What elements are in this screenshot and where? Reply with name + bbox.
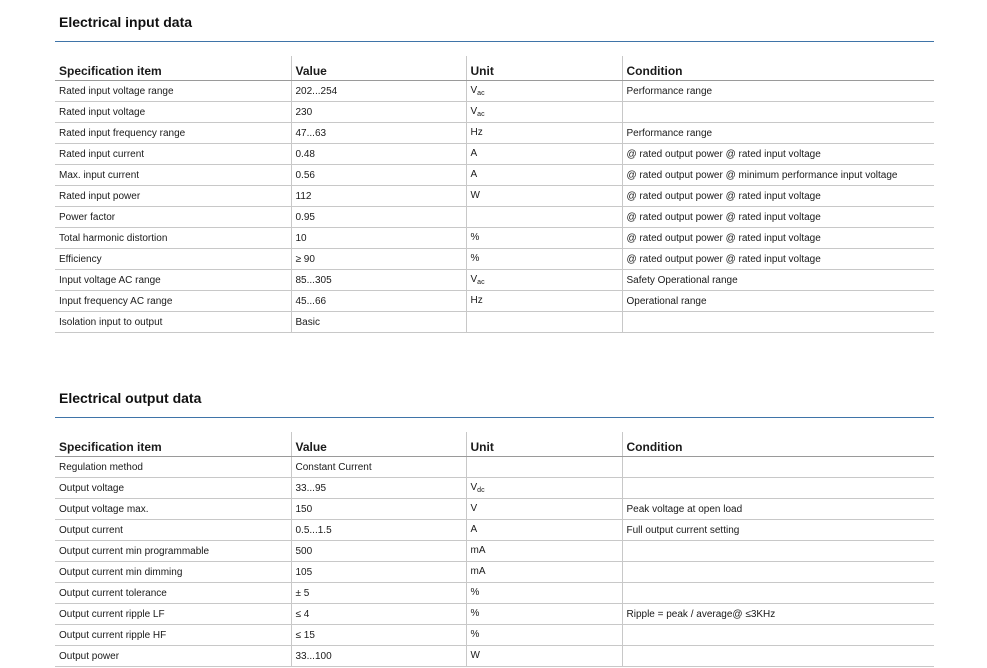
value-cell: 105: [291, 562, 466, 583]
value-cell: 47...63: [291, 123, 466, 144]
value-cell: 0.5...1.5: [291, 520, 466, 541]
value-cell: ≥ 90: [291, 249, 466, 270]
condition-cell: @ rated output power @ rated input voltage: [622, 186, 934, 207]
header-specification-item: Specification item: [55, 432, 291, 457]
value-cell: Basic: [291, 312, 466, 333]
electrical-input-section: [55, 0, 934, 333]
value-cell: 85...305: [291, 270, 466, 291]
unit-symbol: A: [470, 169, 478, 180]
condition-cell: Safety Operational range: [622, 270, 934, 291]
electrical-output-table: [55, 432, 934, 667]
spec-item-cell: Rated input frequency range: [55, 123, 291, 144]
condition-cell: [622, 457, 934, 478]
unit-symbol: V: [470, 274, 478, 285]
table-header-row: [55, 432, 934, 457]
spec-item-cell: Output voltage max.: [55, 499, 291, 520]
condition-cell: @ rated output power @ rated input voltage: [622, 207, 934, 228]
unit-cell: [466, 604, 622, 625]
value-cell: 150: [291, 499, 466, 520]
unit-subscript: dc: [477, 487, 485, 494]
unit-cell: [466, 123, 622, 144]
unit-cell: [466, 249, 622, 270]
value-cell: 112: [291, 186, 466, 207]
header-value: Value: [291, 56, 466, 81]
unit-symbol: A: [470, 148, 478, 159]
condition-cell: [622, 102, 934, 123]
unit-symbol: mA: [470, 566, 486, 577]
condition-cell: [622, 478, 934, 499]
spec-item-cell: Efficiency: [55, 249, 291, 270]
condition-cell: Performance range: [622, 81, 934, 102]
unit-cell: [466, 541, 622, 562]
table-row: [55, 249, 934, 270]
header-unit: Unit: [466, 56, 622, 81]
table-row: [55, 123, 934, 144]
value-cell: 33...100: [291, 646, 466, 667]
unit-cell: [466, 270, 622, 291]
value-cell: ± 5: [291, 583, 466, 604]
table-row: [55, 646, 934, 667]
unit-cell: [466, 457, 622, 478]
unit-symbol: %: [470, 629, 480, 640]
unit-cell: [466, 583, 622, 604]
unit-cell: [466, 478, 622, 499]
condition-cell: [622, 541, 934, 562]
condition-cell: @ rated output power @ rated input voltage: [622, 228, 934, 249]
spec-item-cell: Output power: [55, 646, 291, 667]
spec-item-cell: Output current: [55, 520, 291, 541]
unit-cell: [466, 312, 622, 333]
header-condition: Condition: [622, 56, 934, 81]
unit-symbol: A: [470, 524, 478, 535]
unit-subscript: ac: [477, 111, 485, 118]
table-row: [55, 604, 934, 625]
table-row: [55, 81, 934, 102]
unit-symbol: %: [470, 608, 480, 619]
value-cell: 33...95: [291, 478, 466, 499]
table-row: [55, 102, 934, 123]
section-title: Electrical output data: [55, 376, 934, 418]
unit-symbol: V: [470, 85, 478, 96]
electrical-input-table: [55, 56, 934, 333]
spec-item-cell: Total harmonic distortion: [55, 228, 291, 249]
header-value: Value: [291, 432, 466, 457]
table-row: [55, 270, 934, 291]
condition-cell: [622, 562, 934, 583]
value-cell: 45...66: [291, 291, 466, 312]
table-row: [55, 562, 934, 583]
value-cell: 0.95: [291, 207, 466, 228]
table-row: [55, 312, 934, 333]
value-cell: 202...254: [291, 81, 466, 102]
condition-cell: @ rated output power @ rated input voltage: [622, 249, 934, 270]
unit-symbol: V: [470, 106, 478, 117]
table-row: [55, 541, 934, 562]
unit-symbol: mA: [470, 545, 486, 556]
value-cell: 0.56: [291, 165, 466, 186]
table-row: [55, 291, 934, 312]
unit-cell: [466, 207, 622, 228]
value-cell: Constant Current: [291, 457, 466, 478]
unit-subscript: ac: [477, 279, 485, 286]
condition-cell: [622, 583, 934, 604]
condition-cell: Peak voltage at open load: [622, 499, 934, 520]
spec-item-cell: Output current min dimming: [55, 562, 291, 583]
electrical-output-section: [55, 376, 934, 667]
spec-item-cell: Power factor: [55, 207, 291, 228]
unit-cell: [466, 625, 622, 646]
unit-symbol: V: [470, 503, 478, 514]
unit-cell: [466, 499, 622, 520]
table-row: [55, 457, 934, 478]
unit-symbol: Hz: [470, 295, 483, 306]
table-row: [55, 583, 934, 604]
unit-cell: [466, 562, 622, 583]
value-cell: 10: [291, 228, 466, 249]
unit-symbol: %: [470, 587, 480, 598]
spec-item-cell: Regulation method: [55, 457, 291, 478]
condition-cell: Ripple = peak / average@ ≤3KHz: [622, 604, 934, 625]
spec-item-cell: Output current ripple LF: [55, 604, 291, 625]
spec-item-cell: Rated input voltage: [55, 102, 291, 123]
condition-cell: [622, 625, 934, 646]
value-cell: ≤ 4: [291, 604, 466, 625]
header-condition: Condition: [622, 432, 934, 457]
spec-item-cell: Output current ripple HF: [55, 625, 291, 646]
table-row: [55, 186, 934, 207]
table-row: [55, 207, 934, 228]
spec-item-cell: Rated input voltage range: [55, 81, 291, 102]
value-cell: 500: [291, 541, 466, 562]
condition-cell: @ rated output power @ minimum performance input voltage: [622, 165, 934, 186]
unit-cell: [466, 646, 622, 667]
unit-cell: [466, 144, 622, 165]
spec-item-cell: Isolation input to output: [55, 312, 291, 333]
unit-symbol: W: [470, 650, 480, 661]
header-unit: Unit: [466, 432, 622, 457]
table-row: [55, 165, 934, 186]
table-row: [55, 478, 934, 499]
header-specification-item: Specification item: [55, 56, 291, 81]
unit-cell: [466, 186, 622, 207]
unit-symbol: Hz: [470, 127, 483, 138]
section-title: Electrical input data: [55, 0, 934, 42]
unit-symbol: %: [470, 253, 480, 264]
condition-cell: Performance range: [622, 123, 934, 144]
spec-item-cell: Input frequency AC range: [55, 291, 291, 312]
table-row: [55, 144, 934, 165]
spec-item-cell: Rated input current: [55, 144, 291, 165]
unit-symbol: W: [470, 190, 480, 201]
value-cell: 0.48: [291, 144, 466, 165]
value-cell: 230: [291, 102, 466, 123]
table-row: [55, 228, 934, 249]
condition-cell: [622, 312, 934, 333]
table-row: [55, 625, 934, 646]
condition-cell: Operational range: [622, 291, 934, 312]
unit-symbol: %: [470, 232, 480, 243]
spec-item-cell: Output voltage: [55, 478, 291, 499]
unit-cell: [466, 228, 622, 249]
table-header-row: [55, 56, 934, 81]
unit-cell: [466, 165, 622, 186]
value-cell: ≤ 15: [291, 625, 466, 646]
unit-cell: [466, 102, 622, 123]
spec-item-cell: Rated input power: [55, 186, 291, 207]
spec-item-cell: Input voltage AC range: [55, 270, 291, 291]
table-row: [55, 520, 934, 541]
spec-item-cell: Output current min programmable: [55, 541, 291, 562]
unit-subscript: ac: [477, 90, 485, 97]
condition-cell: Full output current setting: [622, 520, 934, 541]
table-row: [55, 499, 934, 520]
unit-cell: [466, 291, 622, 312]
condition-cell: [622, 646, 934, 667]
condition-cell: @ rated output power @ rated input voltage: [622, 144, 934, 165]
spec-item-cell: Max. input current: [55, 165, 291, 186]
spec-item-cell: Output current tolerance: [55, 583, 291, 604]
unit-symbol: V: [470, 482, 478, 493]
unit-cell: [466, 520, 622, 541]
unit-cell: [466, 81, 622, 102]
